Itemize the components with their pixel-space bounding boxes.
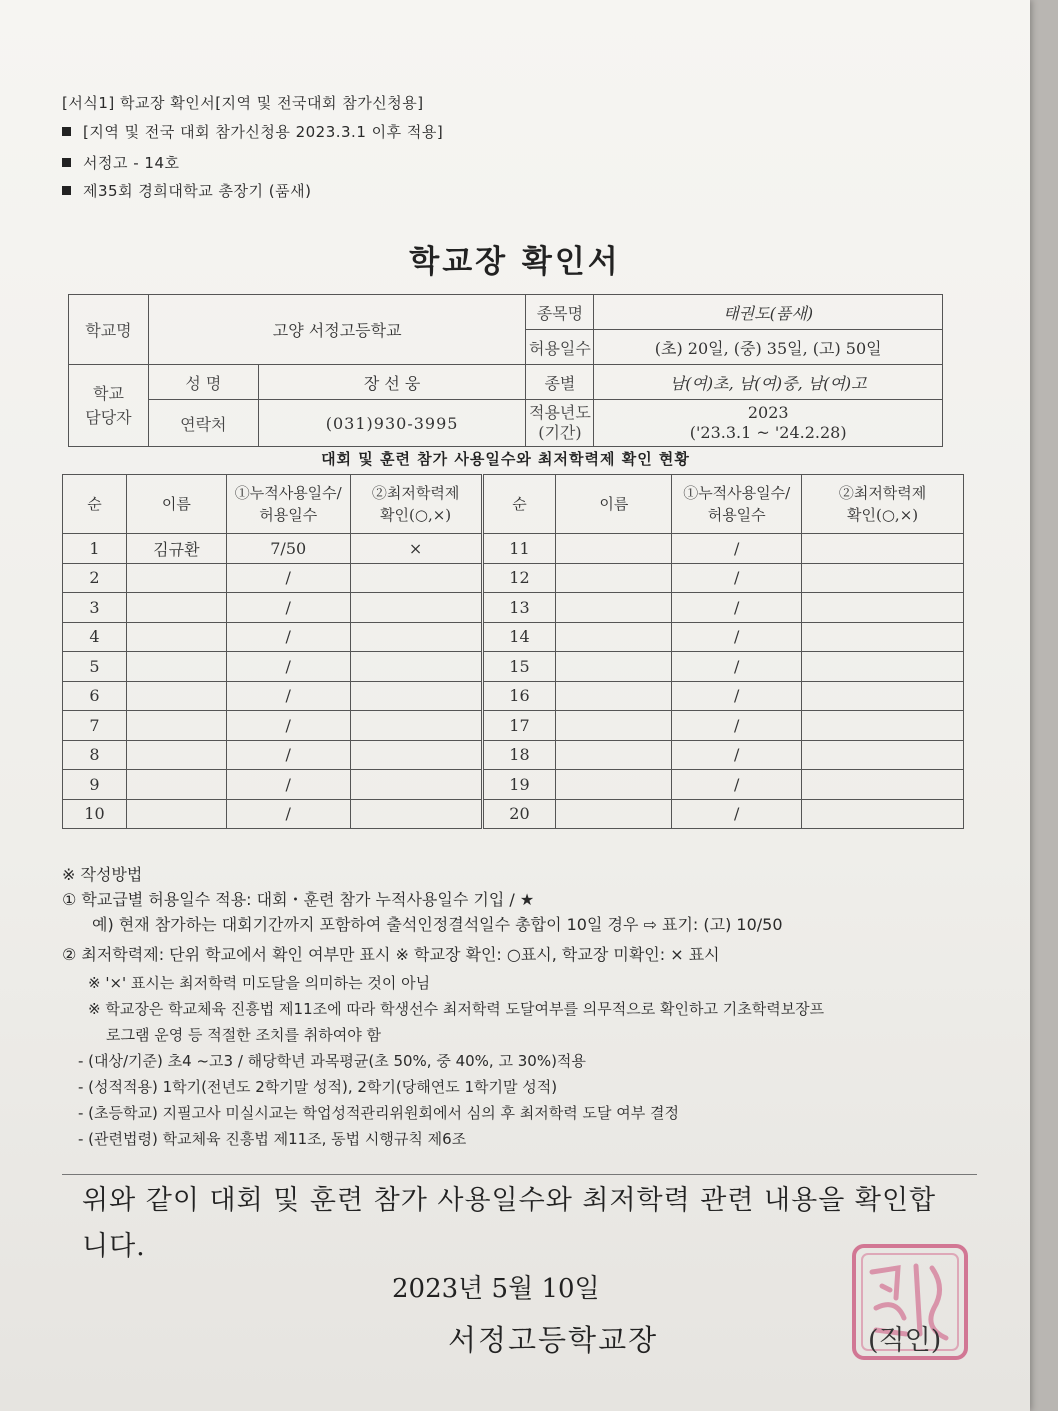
academic-check	[802, 681, 964, 711]
academic-check	[350, 652, 482, 682]
academic-check	[350, 770, 482, 800]
academic-check	[350, 563, 482, 593]
row-number: 14	[482, 622, 556, 652]
student-name	[556, 681, 672, 711]
days-used: /	[226, 622, 350, 652]
note-principal-duty: ※ 학교장은 학교체육 진흥법 제11조에 따라 학생선수 최저학력 도달여부를 의무적으로 확인하고 기초학력보장프	[88, 1000, 825, 1018]
note-target-criteria: - (대상/기준) 초4 ~고3 / 해당학년 과목평균(초 50%, 중 40%, 고 30%)적용	[78, 1052, 586, 1070]
header-days: ①누적사용일수/ 허용일수	[226, 475, 350, 534]
days-used: /	[672, 593, 802, 623]
square-bullet-icon	[62, 127, 71, 136]
form-scope-line: [지역 및 전국 대회 참가신청용 2023.3.1 이후 적용]	[62, 121, 443, 142]
issue-date: 2023년 5월 10일	[392, 1274, 600, 1304]
row-number: 4	[63, 622, 127, 652]
row-number: 16	[482, 681, 556, 711]
row-number: 1	[63, 534, 127, 564]
table-row	[63, 593, 964, 623]
academic-check	[350, 711, 482, 741]
days-used: /	[226, 681, 350, 711]
seal-label: (직인)	[868, 1325, 942, 1356]
row-number: 10	[63, 799, 127, 829]
form-type-line: [서식1] 학교장 확인서[지역 및 전국대회 참가신청용]	[62, 94, 424, 112]
student-name	[556, 770, 672, 800]
student-name	[126, 740, 226, 770]
days-used: /	[672, 799, 802, 829]
note-allowed-days-example: 예) 현재 참가하는 대회기간까지 포함하여 출석인정결석일수 총합이 10일 경우 ⇨ 표기: (고) 10/50	[92, 915, 783, 934]
header-name: 이름	[556, 475, 672, 534]
row-number: 19	[482, 770, 556, 800]
student-name	[126, 711, 226, 741]
note-related-law: - (관련법령) 학교체육 진흥법 제11조, 동법 시행규칙 제6조	[78, 1130, 467, 1148]
divider	[62, 1174, 977, 1175]
table-row	[63, 563, 964, 593]
event-label: 종목명	[526, 295, 594, 330]
row-number: 13	[482, 593, 556, 623]
row-number: 3	[63, 593, 127, 623]
days-used: /	[672, 563, 802, 593]
principal-signature: 서정고등학교장	[448, 1323, 659, 1357]
header-check: ②최저학력제 확인(○,×)	[802, 475, 964, 534]
category-value: 남(여)초, 남(여)중, 남(여)고	[594, 365, 943, 400]
document-number: 서정고 - 14호	[62, 152, 180, 173]
academic-check	[350, 622, 482, 652]
academic-check	[350, 799, 482, 829]
table-row	[63, 681, 964, 711]
days-used: /	[226, 652, 350, 682]
days-used: /	[226, 770, 350, 800]
days-used: /	[672, 534, 802, 564]
school-name-label: 학교명	[69, 295, 149, 365]
student-name	[556, 652, 672, 682]
days-used: /	[672, 711, 802, 741]
participation-records-table	[62, 474, 964, 829]
header-no: 순	[482, 475, 556, 534]
row-number: 6	[63, 681, 127, 711]
manager-name-value: 장 선 웅	[258, 365, 526, 400]
page-title: 학교장 확인서	[409, 244, 621, 280]
student-name	[126, 799, 226, 829]
table-row	[63, 652, 964, 682]
academic-check	[802, 740, 964, 770]
note-elementary: - (초등학교) 지필고사 미실시교는 학업성적관리위원회에서 심의 후 최저학력 도달 여부 결정	[78, 1104, 679, 1122]
applied-year-value: 2023 ('23.3.1 ~ '24.2.28)	[594, 400, 943, 447]
note-allowed-days: ① 학교급별 허용일수 적용: 대회・훈련 참가 누적사용일수 기입 / ★	[62, 890, 535, 909]
category-label: 종별	[526, 365, 594, 400]
academic-check	[802, 652, 964, 682]
student-name	[126, 622, 226, 652]
academic-check	[802, 563, 964, 593]
row-number: 15	[482, 652, 556, 682]
academic-check	[802, 534, 964, 564]
allowed-days-value: (초) 20일, (중) 35일, (고) 50일	[594, 330, 943, 365]
row-number: 9	[63, 770, 127, 800]
days-used: /	[672, 740, 802, 770]
contact-label: 연락처	[148, 400, 258, 447]
academic-check	[802, 799, 964, 829]
student-name: 김규환	[126, 534, 226, 564]
header-name: 이름	[126, 475, 226, 534]
header-check: ②최저학력제 확인(○,×)	[350, 475, 482, 534]
student-name	[126, 681, 226, 711]
days-used: /	[226, 799, 350, 829]
academic-check	[802, 711, 964, 741]
academic-check	[350, 593, 482, 623]
student-name	[126, 652, 226, 682]
days-used: /	[226, 711, 350, 741]
days-used: /	[672, 652, 802, 682]
table-row	[63, 711, 964, 741]
manager-name-label: 성 명	[148, 365, 258, 400]
applied-year-label: 적용년도 (기간)	[526, 400, 594, 447]
student-name	[126, 563, 226, 593]
academic-check	[802, 622, 964, 652]
student-name	[556, 740, 672, 770]
table-row	[63, 622, 964, 652]
note-principal-duty-cont: 로그램 운영 등 적절한 조치를 취하여야 함	[106, 1026, 381, 1044]
square-bullet-icon	[62, 158, 71, 167]
square-bullet-icon	[62, 186, 71, 195]
row-number: 5	[63, 652, 127, 682]
table-row	[63, 770, 964, 800]
table-row	[63, 740, 964, 770]
student-name	[556, 711, 672, 741]
header-days: ①누적사용일수/ 허용일수	[672, 475, 802, 534]
days-used: 7/50	[226, 534, 350, 564]
days-used: /	[226, 563, 350, 593]
academic-check	[802, 770, 964, 800]
records-title: 대회 및 훈련 참가 사용일수와 최저학력제 확인 현황	[321, 450, 690, 468]
row-number: 2	[63, 563, 127, 593]
allowed-days-label: 허용일수	[526, 330, 594, 365]
notes-heading: ※ 작성방법	[62, 865, 143, 884]
row-number: 7	[63, 711, 127, 741]
days-used: /	[672, 770, 802, 800]
note-x-meaning: ※ '×' 표시는 최저학력 미도달을 의미하는 것이 아님	[88, 974, 431, 992]
school-name-value: 고양 서정고등학교	[148, 295, 526, 365]
student-name	[556, 799, 672, 829]
table-row	[63, 534, 964, 564]
table-row	[63, 799, 964, 829]
row-number: 8	[63, 740, 127, 770]
days-used: /	[672, 681, 802, 711]
school-manager-label: 학교 담당자	[69, 365, 149, 447]
student-name	[126, 593, 226, 623]
days-used: /	[226, 740, 350, 770]
contact-value: (031)930-3995	[258, 400, 526, 447]
academic-check	[350, 681, 482, 711]
student-name	[556, 534, 672, 564]
row-number: 20	[482, 799, 556, 829]
days-used: /	[226, 593, 350, 623]
row-number: 18	[482, 740, 556, 770]
note-grade-application: - (성적적용) 1학기(전년도 2학기말 성적), 2학기(당해연도 1학기말 성적)	[78, 1078, 558, 1096]
school-info-table	[68, 294, 943, 447]
student-name	[556, 563, 672, 593]
student-name	[556, 622, 672, 652]
academic-check	[802, 593, 964, 623]
days-used: /	[672, 622, 802, 652]
student-name	[556, 593, 672, 623]
header-no: 순	[63, 475, 127, 534]
row-number: 11	[482, 534, 556, 564]
student-name	[126, 770, 226, 800]
declaration-text: 위와 같이 대회 및 훈련 참가 사용일수와 최저학력 관련 내용을 확인합니다.	[82, 1185, 937, 1262]
academic-check	[350, 740, 482, 770]
event-name-line: 제35회 경희대학교 총장기 (품새)	[62, 180, 311, 201]
row-number: 17	[482, 711, 556, 741]
event-value: 태권도(품새)	[594, 295, 943, 330]
academic-check: ×	[350, 534, 482, 564]
note-min-academic: ② 최저학력제: 단위 학교에서 확인 여부만 표시 ※ 학교장 확인: ○표시, 학교장 미확인: × 표시	[62, 945, 720, 964]
row-number: 12	[482, 563, 556, 593]
